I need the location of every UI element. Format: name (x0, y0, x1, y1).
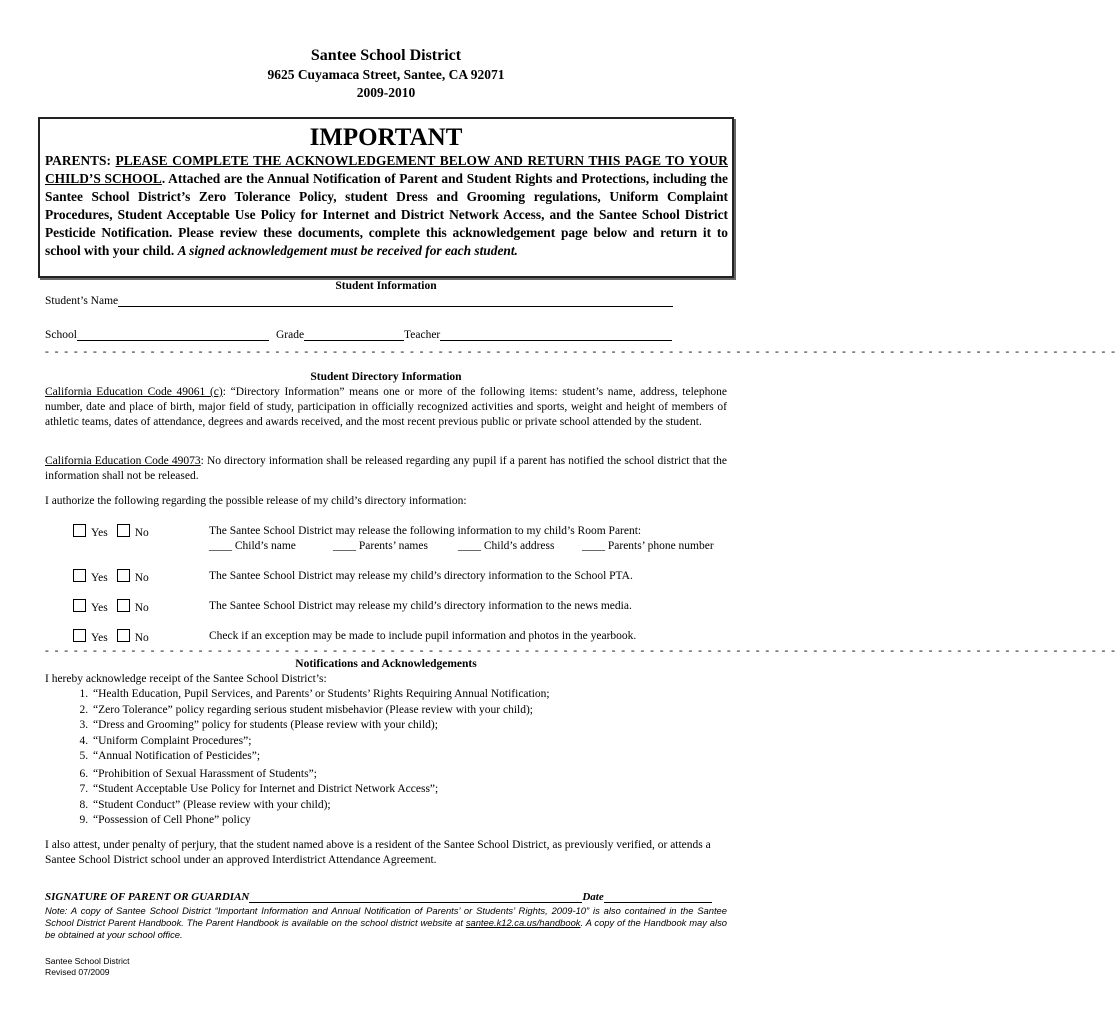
teacher-label: Teacher (404, 329, 441, 341)
important-lead: PARENTS: (45, 153, 116, 168)
important-title: IMPORTANT (309, 124, 463, 151)
option-text: The Santee School District may release my child’s directory information to the news media. (209, 600, 632, 612)
room-parent-items (209, 539, 714, 554)
no-label: No (134, 632, 149, 644)
important-underlined: PLEASE COMPLETE THE ACKNOWLEDGEMENT BELOW AND RETURN THIS PAGE TO YOUR CHILD’S SCHOOL (45, 153, 728, 186)
school-label: School (45, 329, 77, 341)
school-year: 2009-2010 (356, 85, 416, 100)
option-text: The Santee School District may release my child’s directory information to the School PTA. (209, 570, 633, 582)
grade-label: Grade (275, 329, 305, 341)
signature-label: SIGNATURE OF PARENT OR GUARDIAN (45, 891, 250, 903)
option-news-media (45, 599, 727, 616)
room-parent-item[interactable]: ____ Parents’ phone number (582, 540, 714, 552)
room-parent-item[interactable]: ____ Child’s address (458, 540, 555, 552)
code-49073-paragraph (45, 454, 727, 484)
code-49073-text: : No directory information shall be released regarding any pupil if a parent has notified the school district that the information shall not be released. (45, 455, 727, 482)
important-box (38, 117, 734, 278)
code-49073-ref: California Education Code 49073 (45, 455, 201, 467)
option-yearbook (45, 629, 727, 646)
code-49061-paragraph (45, 385, 727, 430)
option-room-parent (45, 524, 727, 554)
handbook-note (45, 905, 727, 941)
room-parent-item[interactable]: ____ Parents’ names (333, 540, 428, 552)
student-name-field[interactable] (118, 294, 673, 307)
list-item: 1. “Health Education, Pupil Services, and Parents’ or Students’ Rights Requiring Annual Notification; (91, 687, 727, 703)
code-49061-text: : “Directory Information” means one or more of the following items: student’s name, address, telephone number, date and place of birth, major field of study, participation in officially recognized activities and sports, weight and height of members of athletic teams, dates of attendance, degrees and awards received, and the most recent previous public or private school attended by the student. (45, 386, 727, 428)
no-label: No (134, 572, 149, 584)
authorize-text: I authorize the following regarding the possible release of my child’s directory information: (45, 495, 467, 507)
notifications-list (45, 687, 727, 829)
yes-label: Yes (91, 602, 108, 614)
yes-label: Yes (91, 572, 108, 584)
option-text: Check if an exception may be made to include pupil information and photos in the yearbook. (209, 630, 637, 642)
teacher-field[interactable] (440, 328, 672, 341)
yes-checkbox[interactable] (73, 524, 86, 537)
student-name-row (45, 294, 727, 307)
no-label: No (134, 527, 149, 539)
notifications-intro: I hereby acknowledge receipt of the Santee School District’s: (45, 673, 327, 685)
list-item: 2. “Zero Tolerance” policy regarding serious student misbehavior (Please review with your child); (91, 703, 727, 719)
signature-row (45, 890, 727, 903)
option-pta (45, 569, 727, 586)
important-text (40, 152, 732, 260)
list-item: 7. “Student Acceptable Use Policy for Internet and District Network Access”; (91, 782, 727, 798)
room-parent-item[interactable]: ____ Child’s name (209, 540, 296, 552)
no-checkbox[interactable] (117, 629, 130, 642)
footer-district: Santee School District (45, 956, 130, 966)
school-row (45, 328, 727, 341)
divider-1: - - - - - - - - - - - - - - - - - - - - - - - - - - - - - - - - - - - - - - - - - - - - - - - - - - - - - - - - - - - - - - - - - - - - - - - - - - - - - - - - - - - - - - - - - - - - - - - - - - - - - - - - - - - - - - - - (45, 346, 1116, 358)
important-italic: A signed acknowledgement must be received for each student. (177, 243, 518, 258)
handbook-link[interactable]: santee.k12.ca.us/handbook (465, 917, 581, 928)
notifications-title: Notifications and Acknowledgements (295, 658, 477, 670)
list-item: 6. “Prohibition of Sexual Harassment of Students”; (91, 767, 727, 783)
yes-checkbox[interactable] (73, 569, 86, 582)
date-label: Date (582, 891, 604, 903)
no-checkbox[interactable] (117, 569, 130, 582)
yes-checkbox[interactable] (73, 599, 86, 612)
note-text-after: . A copy of the Handbook may also be obtained at your school office. (45, 917, 728, 940)
list-item: 4. “Uniform Complaint Procedures”; (91, 734, 727, 750)
important-body: . Attached are the Annual Notification of Parent and Student Rights and Protections, including the Santee School District’s Zero Tolerance Policy, student Dress and Grooming regulations, Uniform Complaint Procedures, Student Acceptable Use Policy for Internet and District Network Access, and the Santee School District Pesticide Notification. Please review these documents, complete this acknowledgement page below and return it to school with your child. (45, 171, 728, 258)
code-49061-ref: California Education Code 49061 (c) (45, 386, 223, 398)
footer (45, 956, 727, 978)
district-name: Santee School District (310, 47, 462, 64)
attest-paragraph: I also attest, under penalty of perjury, that the student named above is a resident of the Santee School District, as previously verified, or attends a Santee School District school under an approved Interdistrict Attendance Agreement. (45, 839, 711, 866)
no-label: No (134, 602, 149, 614)
footer-revised: Revised 07/2009 (45, 967, 110, 977)
list-item: 3. “Dress and Grooming” policy for students (Please review with your child); (91, 718, 727, 734)
no-checkbox[interactable] (117, 524, 130, 537)
yes-label: Yes (91, 632, 108, 644)
school-field[interactable] (77, 328, 269, 341)
district-address: 9625 Cuyamaca Street, Santee, CA 92071 (267, 67, 505, 82)
list-item: 5. “Annual Notification of Pesticides”; (91, 749, 727, 765)
list-item: 9. “Possession of Cell Phone” policy (91, 813, 727, 829)
student-info-title: Student Information (335, 280, 437, 292)
student-name-label: Student’s Name (45, 295, 119, 307)
note-text: Note: A copy of Santee School District “Important Information and Annual Notification of Parents’ or Students’ Rights, 2009-10” is also contained in the Santee School District Parent Handbook. The Parent Handbook is available on the school district website at (45, 905, 727, 928)
no-checkbox[interactable] (117, 599, 130, 612)
grade-field[interactable] (304, 328, 404, 341)
date-field[interactable] (604, 890, 712, 903)
list-item: 8. “Student Conduct” (Please review with your child); (91, 798, 727, 814)
yes-checkbox[interactable] (73, 629, 86, 642)
directory-title: Student Directory Information (310, 371, 462, 383)
document-page (45, 0, 727, 102)
signature-field[interactable] (249, 890, 582, 903)
divider-2: - - - - - - - - - - - - - - - - - - - - - - - - - - - - - - - - - - - - - - - - - - - - - - - - - - - - - - - - - - - - - - - - - - - - - - - - - - - - - - - - - - - - - - - - - - - - - - - - - - - - - - - - - - - - - - - - (45, 645, 1116, 657)
yes-label: Yes (91, 527, 108, 539)
option-text: The Santee School District may release the following information to my child’s Room Parent: (209, 525, 642, 537)
